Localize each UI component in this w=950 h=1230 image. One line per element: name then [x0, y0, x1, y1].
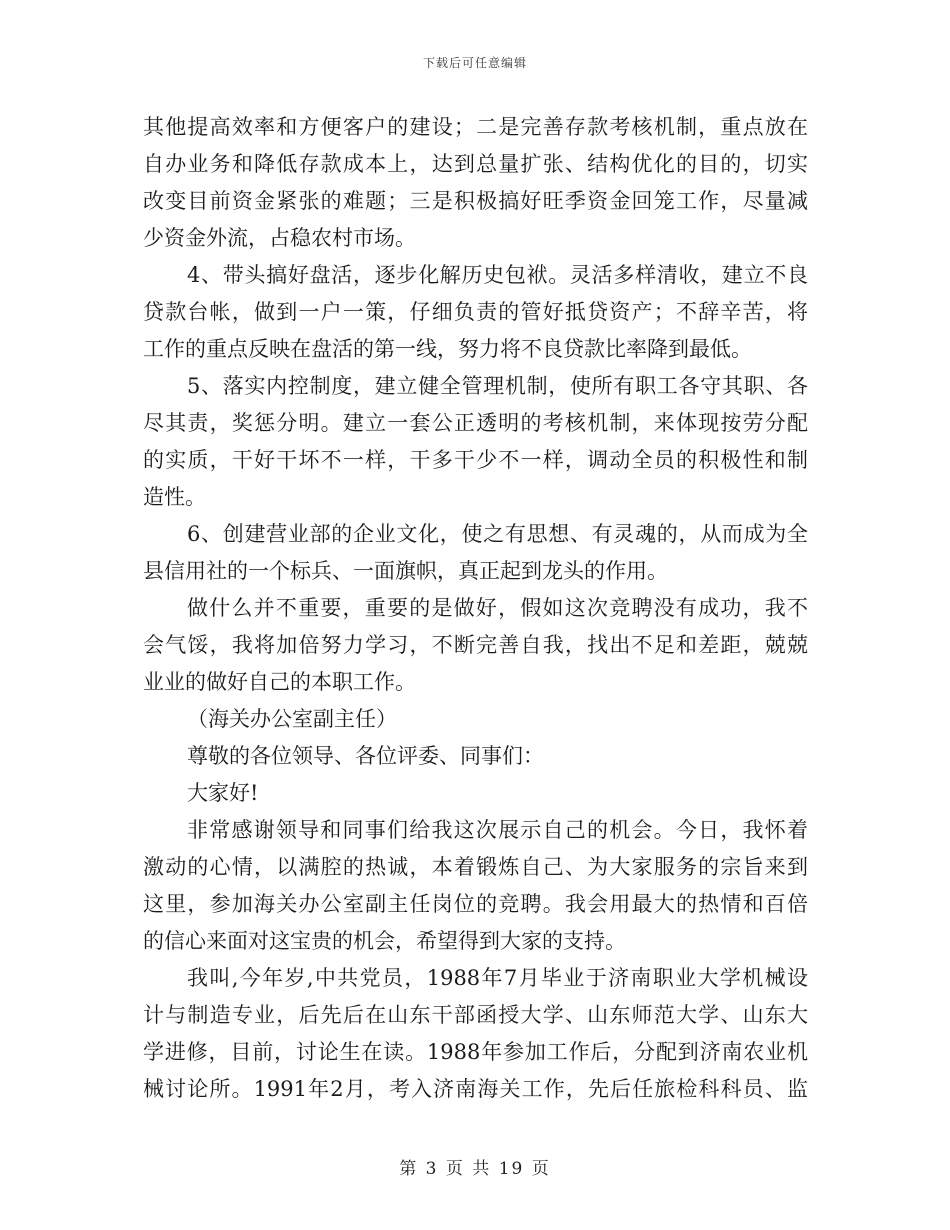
text-line: 的实质，干好干坏不一样，干多干少不一样，调动全员的积极性和制 [143, 448, 808, 472]
text-line: 会气馁，我将加倍努力学习，不断完善自我，找出不足和差距，兢兢 [143, 633, 808, 657]
text-line: 尽其责，奖惩分明。建立一套公正透明的考核机制，来体现按劳分配 [143, 411, 808, 435]
text-line: 贷款台帐，做到一户一策，仔细负责的管好抵贷资产；不辞辛苦，将 [143, 300, 808, 324]
text-line: 县信用社的一个标兵、一面旗帜，真正起到龙头的作用。 [143, 559, 668, 583]
text-line: 非常感谢领导和同事们给我这次展示自己的机会。今日，我怀着 [187, 818, 808, 842]
text-line: 少资金外流，占稳农村市场。 [143, 226, 416, 250]
text-line: 做什么并不重要，重要的是做好，假如这次竞聘没有成功，我不 [187, 596, 808, 620]
text-line: 计与制造专业，后先后在山东干部函授大学、山东师范大学、山东大 [143, 1003, 808, 1027]
text-line: 业业的做好自己的本职工作。 [143, 670, 416, 694]
text-line: 激动的心情，以满腔的热诚，本着锻炼自己、为大家服务的宗旨来到 [143, 855, 808, 879]
text-line: 械讨论所。1991年2月，考入济南海关工作，先后任旅检科科员、监 [143, 1077, 808, 1101]
section-title: （海关办公室副主任） [187, 707, 397, 731]
text-line: 学进修，目前，讨论生在读。1988年参加工作后，分配到济南农业机 [143, 1040, 808, 1064]
text-line: 造性。 [143, 485, 206, 509]
text-line: 5、落实内控制度，建立健全管理机制，使所有职工各守其职、各 [187, 374, 808, 398]
text-line: 工作的重点反映在盘活的第一线，努力将不良贷款比率降到最低。 [143, 337, 752, 361]
page-footer: 第 3 页 共 19 页 [399, 1159, 551, 1179]
text-line: 自办业务和降低存款成本上，达到总量扩张、结构优化的目的，切实 [143, 152, 808, 176]
document-body [143, 110, 808, 1109]
text-line: 其他提高效率和方便客户的建设；二是完善存款考核机制，重点放在 [143, 115, 808, 139]
page-header: 下载后可任意编辑 [422, 56, 527, 70]
text-line: 改变目前资金紧张的难题；三是积极搞好旺季资金回笼工作，尽量减 [143, 189, 808, 213]
salutation: 尊敬的各位领导、各位评委、同事们： [187, 744, 544, 768]
text-line: 4、带头搞好盘活，逐步化解历史包袱。灵活多样清收，建立不良 [187, 263, 808, 287]
text-line: 我叫,今年岁,中共党员，1988年7月毕业于济南职业大学机械设 [187, 966, 808, 990]
text-line: 的信心来面对这宝贵的机会，希望得到大家的支持。 [143, 929, 626, 953]
text-line: 6、创建营业部的企业文化，使之有思想、有灵魂的，从而成为全 [187, 522, 808, 546]
text-line: 这里，参加海关办公室副主任岗位的竞聘。我会用最大的热情和百倍 [143, 892, 808, 916]
greeting: 大家好! [187, 781, 259, 805]
